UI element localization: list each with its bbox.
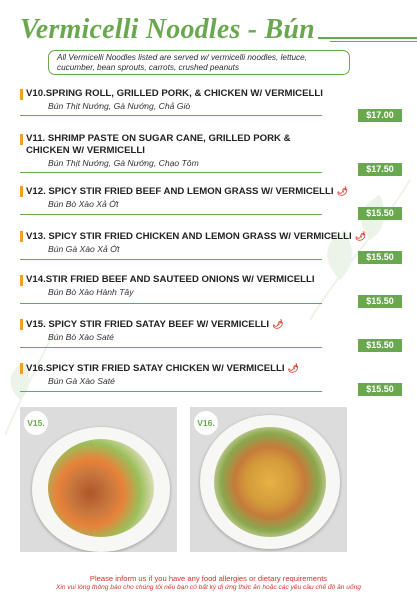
item-divider <box>20 214 322 215</box>
item-bullet <box>20 186 23 197</box>
chili-pepper-icon: 🌶 <box>287 363 299 373</box>
item-price: $15.50 <box>358 251 402 264</box>
item-bullet <box>20 231 23 242</box>
item-price: $17.00 <box>358 109 402 122</box>
item-vietnamese-name: Bún Gà Xào Saté <box>48 376 115 386</box>
noodle-image <box>48 439 154 537</box>
item-name-text: V16.SPICY STIR FRIED SATAY CHICKEN W/ VERMICELLI <box>26 363 285 374</box>
item-price: $15.50 <box>358 207 402 220</box>
item-vietnamese-name: Bún Thịt Nướng, Gà Nướng, Chạo Tôm <box>48 158 199 168</box>
item-bullet <box>20 275 23 286</box>
item-vietnamese-name: Bún Bò Xào Hành Tây <box>48 287 134 297</box>
menu-item <box>20 185 402 218</box>
item-price: $15.50 <box>358 295 402 308</box>
chili-pepper-icon: 🌶 <box>272 319 284 329</box>
chili-pepper-icon: 🌶 <box>336 186 349 196</box>
allergy-notice-vietnamese: Xin vui lòng thông báo cho chúng tôi nếu bạn có bất kỳ dị ứng thức ăn hoặc các yêu cầu chế độ ăn uống <box>56 584 361 591</box>
noodle-image <box>214 427 326 537</box>
item-bullet <box>20 319 23 330</box>
menu-item <box>20 88 402 120</box>
item-bullet <box>20 89 23 100</box>
menu-item <box>20 362 402 394</box>
title-divider <box>330 41 417 42</box>
item-name: V14.STIR FRIED BEEF AND SAUTEED ONIONS W/ VERMICELLI <box>26 274 315 285</box>
dish-photo-v16 <box>190 407 347 552</box>
menu-item <box>20 133 402 174</box>
item-name: V10.SPRING ROLL, GRILLED PORK, & CHICKEN W/ VERMICELLI <box>26 88 323 99</box>
item-divider <box>20 172 322 173</box>
item-bullet <box>20 134 23 145</box>
item-divider <box>20 303 322 304</box>
item-price: $17.50 <box>358 163 402 176</box>
photo-badge: V15. <box>24 411 48 435</box>
item-name-text: V12. SPICY STIR FRIED BEEF AND LEMON GRASS W/ VERMICELLI <box>26 186 334 197</box>
item-name <box>26 318 402 331</box>
item-price: $15.50 <box>358 383 402 396</box>
item-name <box>26 230 402 243</box>
menu-item <box>20 318 402 350</box>
intro-note: All Vermicelli Noodles listed are served w/ vermicelli noodles, lettuce, cucumber, bean sprouts, carrots, crushed peanuts <box>48 50 350 75</box>
item-bullet <box>20 363 23 374</box>
item-name <box>26 185 402 198</box>
item-name <box>26 362 402 375</box>
item-vietnamese-name: Bún Gà Xào Xả Ớt <box>48 244 120 254</box>
item-divider <box>20 391 322 392</box>
item-vietnamese-name: Bún Bò Xào Xả Ớt <box>48 199 119 209</box>
item-name-text: V13. SPICY STIR FRIED CHICKEN AND LEMON GRASS W/ VERMICELLI <box>26 231 352 242</box>
chili-pepper-icon: 🌶 <box>354 231 367 241</box>
item-divider <box>20 259 322 260</box>
item-name: V11. SHRIMP PASTE ON SUGAR CANE, GRILLED PORK & CHICKEN W/ VERMICELLI <box>26 133 291 156</box>
item-vietnamese-name: Bún Thịt Nướng, Gà Nướng, Chả Giò <box>48 101 191 111</box>
item-divider <box>20 115 322 116</box>
item-name-text: V15. SPICY STIR FRIED SATAY BEEF W/ VERMICELLI <box>26 319 270 330</box>
page-title: Vermicelli Noodles - Bún <box>20 14 315 45</box>
allergy-notice: Please inform us if you have any food allergies or dietary requirements <box>89 574 328 583</box>
menu-item <box>20 274 402 306</box>
title-divider <box>318 37 417 39</box>
dish-photo-v15 <box>20 407 177 552</box>
menu-item <box>20 230 402 262</box>
item-price: $15.50 <box>358 339 402 352</box>
item-vietnamese-name: Bún Bò Xào Saté <box>48 332 114 342</box>
item-divider <box>20 347 322 348</box>
photo-badge: V16. <box>194 411 218 435</box>
